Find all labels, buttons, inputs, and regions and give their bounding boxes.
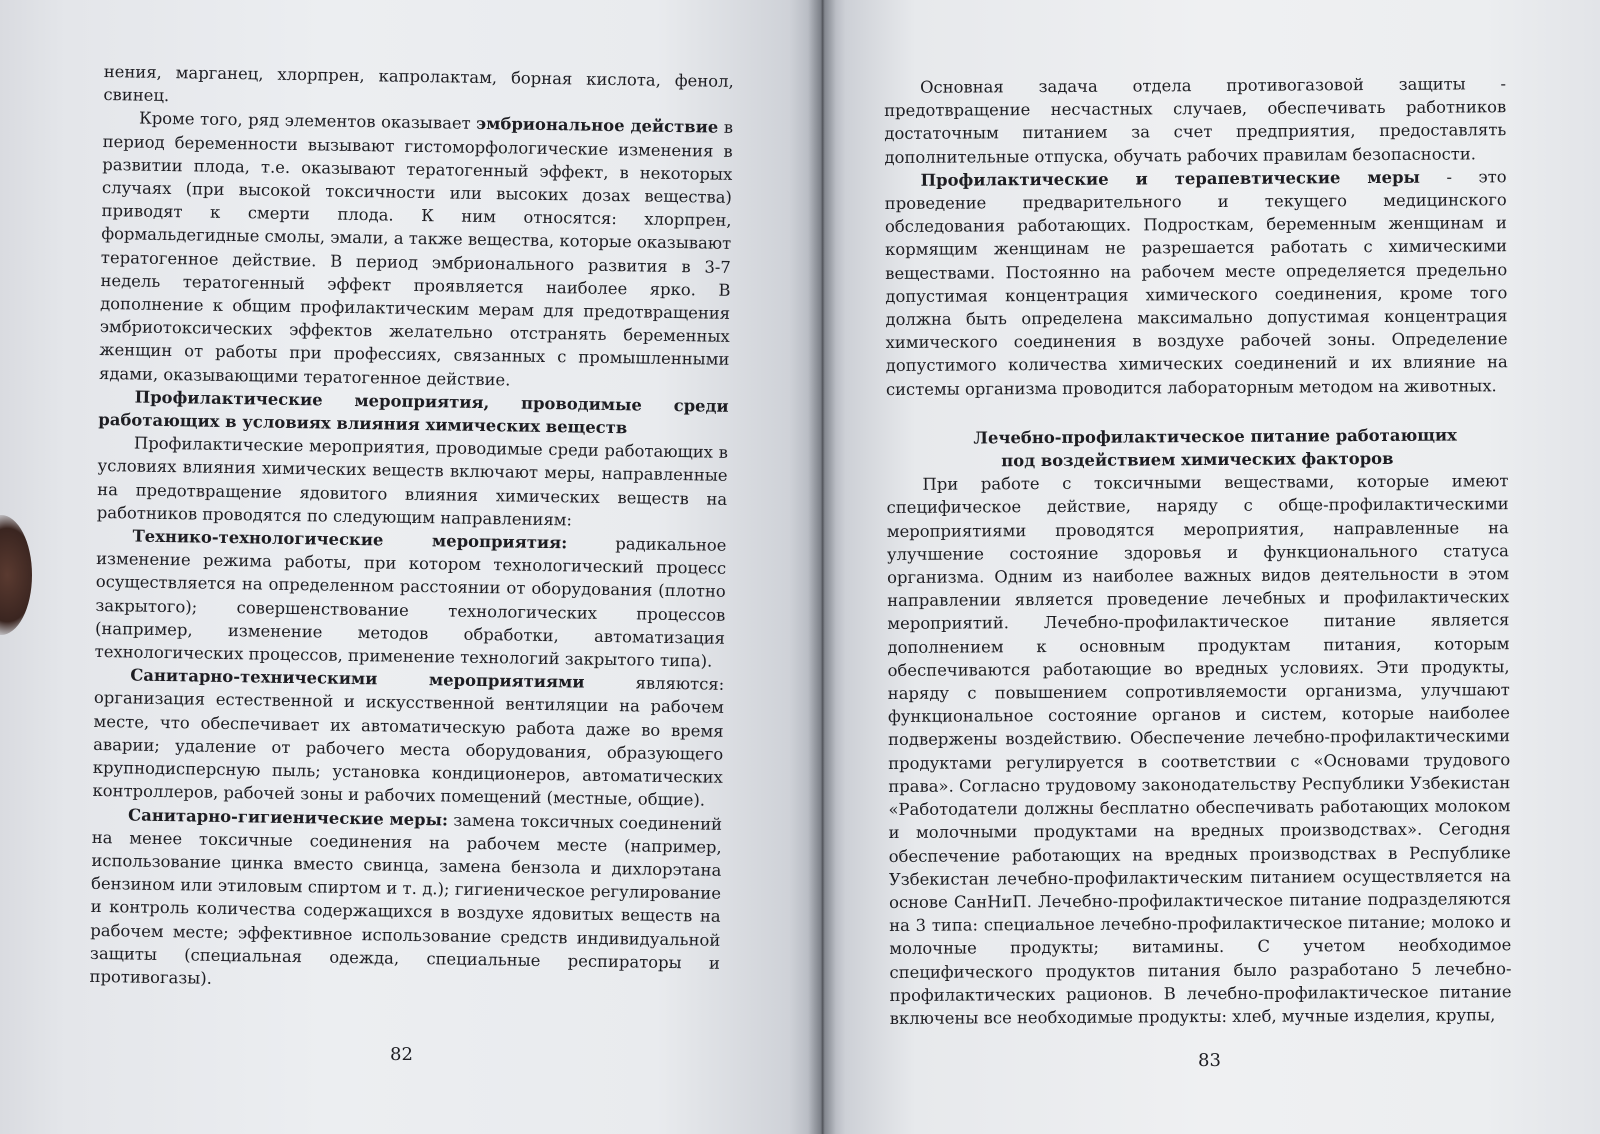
bold-term: эмбриональное действие	[476, 114, 719, 138]
paragraph	[89, 802, 722, 997]
paragraph: При работе с токсичными веществами, которые имеют специфическое действие, наряду с обще-профилактическими мероприятиями проводятся мероприятия, направленные на улучшение состояние здоровья и функционального статуса организма. Одним из наиболее важных видов деятельности в этом направлении является проведение лечебных и профилактических мероприятий. Лечебно-профилактическое питание является дополнением к основным продуктам питания, которым обеспечиваются работающие во вредных условиях. Эти продукты, наряду с повышением сопротивляемости организма, улучшают функциональное состояние органов и систем, которые наиболее подвержены воздействию. Обеспечение лечебно-профилактическими продуктами регулируется в соответствии с «Основами трудового права». Согласно трудовому законодательству Республики Узбекистан «Работодатели должны бесплатно обеспечивать работающих молоком и молочными продуктами на вредных производствах». Сегодня обеспечение работающих на вредных производствах в Республике Узбекистан лечебно-профилактическим питанием осуществляется на основе СанНиП. Лечебно-профилактическое питание подразделяются на 3 типа: специальное лечебно-профилактическое питание; молоко и молочные продукты; витамины. С учетом необходимое специфического продуктов питания было разработано 5 лечебно-профилактических рационов. В лечебно-профилактическое питание включены все необходимые продукты: хлеб, мучные изделия, крупы,	[886, 471, 1512, 1028]
paragraph-text: - это проведение предварительного и текущего медицинского обследования работающих. Подросткам, беременным женщинам и кормящим женщинам не разрешается работать с химическими веществами. Постоянно на рабочем месте определяется предельно допустимая концентрация химического соединения, кроме того должна быть определена максимально допустимая концентрация химического соединения в воздухе рабочей зоны. Определение допустимого количества химических соединений и их влияние на системы организма проводится лабораторным методом на животных.	[884, 167, 1508, 399]
section-heading: Профилактические мероприятия, проводимые среди работающих в условиях влияния химических веществ	[98, 387, 729, 438]
paragraph	[95, 524, 727, 673]
spacer	[886, 397, 1508, 427]
left-page-text	[89, 60, 734, 998]
bold-term: Санитарно-техническими мероприятиями	[130, 665, 585, 692]
book-gutter	[808, 0, 836, 1134]
paragraph-text: Кроме того, ряд элементов оказывает	[138, 108, 477, 134]
paragraph: Основная задача отдела противогазовой защиты - предотвращение несчастных случаев, обеспечивать работников достаточным питанием за счет предприятия, предоставлять дополнительные отпуска, обучать рабочих правилам безопасности.	[884, 74, 1507, 167]
bold-term: Профилактические и терапевтические меры	[920, 167, 1421, 190]
paragraph-text: радикальное изменение режима работы, при котором технологический процесс осуществляется на определенном расстоянии от оборудования (плотно закрытого); совершенствование технологических процессов (например, изменение методов обработки, автоматизация технологических процессов, применение технологий закрытого типа).	[94, 533, 727, 671]
section-heading	[886, 423, 1508, 473]
right-page-text	[884, 72, 1512, 1030]
heading-line: Лечебно-профилактическое питание работающих	[973, 425, 1457, 448]
paragraph: нения, марганец, хлорпрен, капролактам, борная кислота, фенол, свинец.	[103, 61, 734, 106]
thumb-shadow	[0, 515, 32, 635]
page-number: 82	[390, 1044, 413, 1065]
right-page	[822, 0, 1600, 1134]
paragraph: Профилактические мероприятия, проводимые среди работающих в условиях влияния химических веществ включают меры, направленные на предотвращение ядовитого влияния химических веществ на работников проводятся по следующим направлениям:	[96, 433, 729, 530]
bold-term: Технико-технологические мероприятия:	[132, 526, 568, 553]
paragraph-text: в период беременности вызывают гистоморфологические изменения в развитии плода, т.е. оказывают тератогенный эффект, в некоторых случаях (при высокой токсичности или высоких дозах вещества) приводят к смерти плода. К ним относятся: хлорпрен, формальдегидные смолы, эмали, а также вещества, которые оказывают тератогенное действие. В период эмбрионального развития в 3-7 недель тератогенный эффект проявляется наиболее ярко. В дополнение к общим профилактическим мерам для предотвращения эмбриотоксических эффектов желательно отстранять беременных женщин от работы при профессиях, связанных с промышленными ядами, оказывающими тератогенное действие.	[98, 118, 734, 390]
page-number: 83	[1198, 1050, 1221, 1071]
heading-line: под воздействием химических факторов	[1001, 448, 1394, 471]
paragraph	[99, 106, 733, 394]
bold-term: Санитарно-гигиенические меры:	[128, 804, 449, 829]
paragraph	[885, 165, 1508, 401]
paragraph	[92, 663, 724, 812]
paragraph-text: замена токсичных соединений на менее токсичные соединения на рабочем месте (например, использование цинка вместо свинца, замена бензола и дихлорэтана бензином или этиловым спиртом и т. д.); гигиеническое регулирование и контроль количества содержащихся в воздухе ядовитых веществ на рабочем месте; эффективное использование средств индивидуальной защиты (специальная одежда, специальные респираторы и противогазы).	[89, 809, 723, 988]
paragraph-text: являются: организация естественной и искусственной вентиляции на рабочем месте, что обеспечивает их автоматическую работа даже во время аварии; удаление от рабочего места оборудования, образующего крупнодисперсную пыль; установка кондиционеров, автоматических контроллеров, рабочей зоны и рабочих помещений (местные, общие).	[92, 672, 725, 810]
